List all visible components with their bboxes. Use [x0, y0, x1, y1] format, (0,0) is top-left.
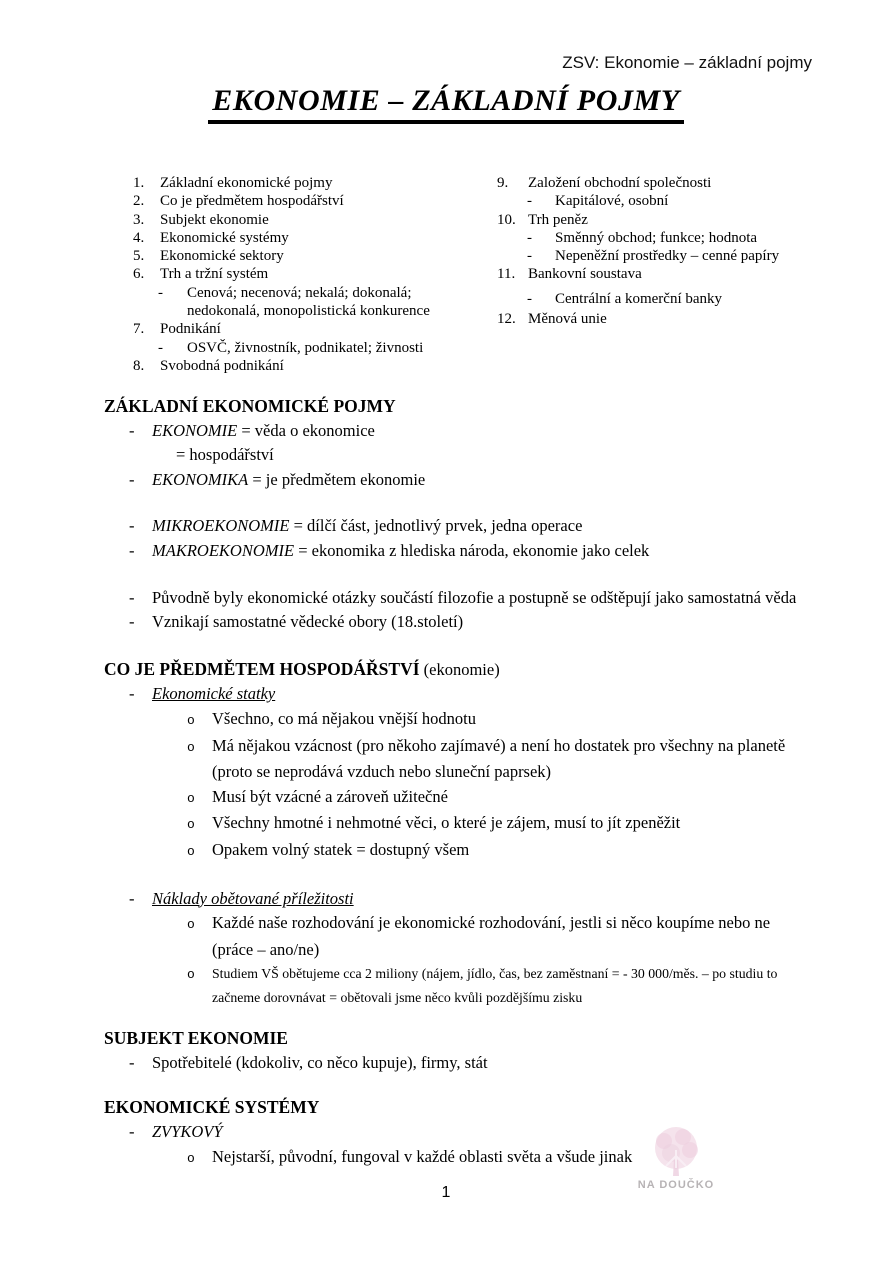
toc-sublabel: OSVČ, živnostník, podnikatel; živnosti — [187, 339, 424, 356]
section-heading-predmet-hospodarstvi: CO JE PŘEDMĚTEM HOSPODÁŘSTVÍ (ekonomie) — [104, 658, 500, 679]
bullet-text: Každé naše rozhodování je ekonomické rozhodování, jestli si něco koupíme nebo ne (práce – ano/ne) — [212, 913, 771, 959]
toc-subitem — [133, 339, 483, 357]
bullet-item — [104, 682, 810, 707]
toc-number: 1. — [133, 175, 145, 191]
toc-label: Subjekt ekonomie — [160, 211, 269, 228]
toc-item — [133, 192, 483, 210]
bullet-text: Všechno, co má nějakou vnější hodnotu — [212, 708, 476, 728]
bullet-text: Všechny hmotné i nehmotné věci, o které je zájem, musí to jít zpeněžit — [212, 813, 681, 833]
spacer — [104, 1075, 810, 1095]
spacer — [104, 1009, 810, 1026]
bullet-text: Původně byly ekonomické otázky součástí filozofie a postupně se odštěpují jako samostatná věda — [152, 587, 797, 607]
circle-bullet: o — [187, 917, 195, 933]
toc-subitem — [497, 247, 837, 265]
subheading-ekonomicke-statky: Ekonomické statky — [152, 684, 276, 704]
toc-label: Ekonomické systémy — [160, 229, 289, 246]
bullet-item — [104, 610, 810, 635]
toc-label: Trh a tržní systém — [160, 266, 269, 283]
dash-bullet: - — [158, 284, 163, 301]
toc-right-column — [497, 174, 837, 328]
sub-bullet-item — [104, 734, 810, 785]
toc-item — [133, 320, 483, 338]
term-ekonomie: EKONOMIE — [152, 420, 238, 440]
bullet-item — [104, 514, 810, 539]
toc-item — [497, 174, 837, 192]
circle-bullet: o — [187, 967, 195, 983]
toc-sublabel: Kapitálové, osobní — [555, 193, 669, 210]
spacer — [104, 492, 810, 514]
running-header: ZSV: Ekonomie – základní pojmy — [562, 53, 812, 72]
dash-bullet: - — [129, 420, 135, 440]
definition-text: = dílčí část, jednotlivý prvek, jedna operace — [289, 516, 583, 536]
toc-item — [133, 174, 483, 192]
dash-bullet: - — [527, 290, 532, 307]
toc-number: 9. — [497, 175, 509, 191]
bullet-item — [104, 419, 810, 444]
watermark-label: NA DOUČKO — [637, 1179, 715, 1191]
circle-bullet: o — [187, 739, 195, 755]
bullet-text: Nejstarší, původní, fungoval v každé oblasti světa a všude jinak — [212, 1146, 633, 1166]
bullet-item — [104, 468, 810, 493]
bullet-text: Spotřebitelé (kdokoliv, co něco kupuje), firmy, stát — [152, 1052, 488, 1072]
toc-item — [133, 247, 483, 265]
page-number: 1 — [441, 1184, 451, 1201]
term-zvykovy: ZVYKOVÝ — [152, 1122, 223, 1142]
toc-number: 4. — [133, 229, 145, 246]
toc-subitem — [133, 284, 483, 321]
toc-item — [497, 211, 837, 229]
circle-bullet: o — [187, 1150, 195, 1166]
definition-text: = je předmětem ekonomie — [248, 469, 426, 489]
continuation-line: = hospodářství — [176, 445, 274, 465]
dash-bullet: - — [129, 469, 135, 489]
toc-label: Podnikání — [160, 321, 221, 338]
toc-item — [133, 229, 483, 247]
toc-item — [497, 310, 837, 328]
dash-bullet: - — [129, 1052, 135, 1072]
toc-item — [133, 265, 483, 283]
bullet-item — [104, 887, 810, 912]
term-mikroekonomie: MIKROEKONOMIE — [152, 516, 290, 536]
toc-subitem — [497, 290, 837, 308]
toc-number: 10. — [497, 211, 516, 228]
circle-bullet: o — [187, 843, 195, 859]
bullet-item — [104, 586, 810, 611]
toc-sublabel: Nepeněžní prostředky – cenné papíry — [555, 248, 780, 265]
toc-number: 11. — [497, 266, 516, 283]
document-body — [104, 394, 810, 1171]
toc-subitem — [497, 229, 837, 247]
dash-bullet: - — [129, 1122, 135, 1142]
sub-bullet-item — [104, 811, 810, 838]
definition-text: = věda o ekonomice — [237, 420, 375, 440]
bullet-text: Vznikají samostatné vědecké obory (18.století) — [152, 612, 464, 632]
toc-number: 3. — [133, 211, 145, 228]
page-title: EKONOMIE – ZÁKLADNÍ POJMY — [208, 84, 684, 124]
circle-bullet: o — [187, 712, 195, 728]
watermark — [630, 1126, 722, 1191]
toc-number: 6. — [133, 266, 145, 283]
spacer — [104, 564, 810, 586]
bullet-text: Má nějakou vzácnost (pro někoho zajímavé) a není ho dostatek pro všechny na planetě (proto se neprodává vzduch nebo sluneční paprsek) — [212, 735, 786, 782]
sub-bullet-item — [104, 785, 810, 812]
bullet-text: Studiem VŠ obětujeme cca 2 miliony (nájem, jídlo, čas, bez zaměstnaní = - 30 000/měs. – po studiu to začneme dorovnávat = obětovali jsme něco kvůli pozdějšímu zisku — [212, 966, 778, 1006]
dash-bullet: - — [129, 888, 135, 908]
sub-bullet-item — [104, 911, 810, 962]
spacer — [104, 635, 810, 657]
toc-item — [133, 211, 483, 229]
dash-bullet: - — [129, 516, 135, 536]
toc-number: 7. — [133, 321, 145, 338]
section-heading-zakladni-pojmy: ZÁKLADNÍ EKONOMICKÉ POJMY — [104, 396, 396, 416]
toc-number: 8. — [133, 357, 145, 374]
toc-label: Založení obchodní společnosti — [528, 175, 712, 191]
definition-text: = ekonomika z hlediska národa, ekonomie jako celek — [294, 540, 650, 560]
toc-label: Co je předmětem hospodářství — [160, 193, 344, 210]
toc-item — [133, 357, 483, 375]
circle-bullet: o — [187, 817, 195, 833]
sub-bullet-item — [104, 838, 810, 865]
toc-left-column — [133, 174, 483, 375]
toc-label: Bankovní soustava — [528, 266, 642, 283]
toc-label: Trh peněz — [528, 211, 588, 228]
bullet-item — [104, 1051, 810, 1076]
term-ekonomika: EKONOMIKA — [152, 469, 249, 489]
toc-number: 2. — [133, 193, 145, 210]
section-heading-subjekt-ekonomie: SUBJEKT EKONOMIE — [104, 1028, 288, 1049]
dash-bullet: - — [527, 229, 532, 246]
toc-label: Základní ekonomické pojmy — [160, 175, 333, 191]
sub-bullet-item — [104, 962, 810, 1009]
toc-sublabel: Směnný obchod; funkce; hodnota — [555, 229, 758, 246]
na-doucko-logo-icon — [633, 1126, 719, 1178]
dash-bullet: - — [129, 540, 135, 560]
toc-number: 12. — [497, 311, 516, 328]
toc-subitem — [497, 192, 837, 210]
toc-sublabel: Centrální a komerční banky — [555, 290, 723, 307]
title-wrap — [0, 84, 892, 124]
dash-bullet: - — [129, 587, 135, 607]
dash-bullet: - — [129, 612, 135, 632]
circle-bullet: o — [187, 790, 195, 806]
dash-bullet: - — [527, 248, 532, 265]
spacer — [104, 865, 810, 887]
toc-number: 5. — [133, 248, 145, 265]
dash-bullet: - — [158, 339, 163, 356]
toc-label: Svobodná podnikání — [160, 357, 284, 374]
bullet-text: Opakem volný statek = dostupný všem — [212, 839, 470, 859]
term-makroekonomie: MAKROEKONOMIE — [152, 540, 295, 560]
bullet-text: Musí být vzácné a zároveň užitečné — [212, 786, 448, 806]
dash-bullet: - — [527, 193, 532, 210]
toc-label: Měnová unie — [528, 311, 607, 328]
toc-item — [497, 265, 837, 283]
heading-suffix: (ekonomie) — [419, 659, 500, 679]
dash-bullet: - — [129, 684, 135, 704]
toc-label: Ekonomické sektory — [160, 248, 284, 265]
section-heading-ekonomicke-systemy: EKONOMICKÉ SYSTÉMY — [104, 1097, 320, 1118]
bullet-item — [104, 539, 810, 564]
toc-sublabel: Cenová; necenová; nekalá; dokonalá; nedokonalá, monopolistická konkurence — [187, 284, 430, 320]
sub-bullet-item — [104, 707, 810, 734]
subheading-naklady-prilezitosti: Náklady obětované příležitosti — [152, 888, 354, 908]
